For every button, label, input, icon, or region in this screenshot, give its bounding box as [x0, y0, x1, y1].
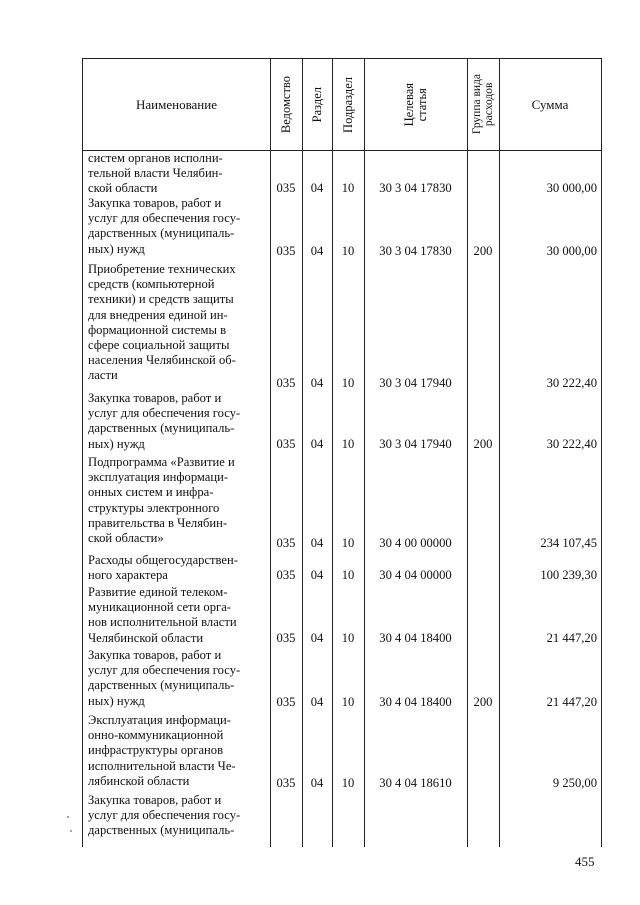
header-razdel: Раздел	[309, 86, 324, 123]
scan-speck	[67, 816, 69, 818]
row-vedomstvo: 035	[276, 437, 296, 451]
header-gruppa: Группа вида расходов	[471, 74, 495, 135]
row-name: Подпрограмма «Развитие и эксплуатация информаци- онных систем и инфра- структуры электронного правительства в Челябин- ской области»	[88, 455, 235, 546]
header-podrazdel: Подраздел	[340, 76, 355, 133]
row-razdel: 04	[310, 376, 324, 390]
row-razdel: 04	[310, 536, 324, 550]
row-summa: 30 222,40	[546, 437, 597, 451]
row-name: Закупка товаров, работ и услуг для обеспечения госу- дарственных (муниципаль-	[88, 793, 241, 838]
row-vedomstvo: 035	[276, 376, 296, 390]
row-name: Закупка товаров, работ и услуг для обеспечения госу- дарственных (муниципаль- ных) нужд	[88, 391, 241, 451]
row-vedomstvo: 035	[276, 244, 296, 258]
row-statya: 30 4 00 00000	[379, 536, 452, 550]
row-summa: 21 447,20	[546, 631, 597, 645]
row-name: систем органов исполни- тельной власти Челябин- ской области	[88, 151, 223, 196]
row-name: Приобретение технических средств (компьютерной техники) и средств защиты для внедрения единой ин- формационной системы в сфере социальной защиты населения Челябинской об- ласти	[88, 262, 236, 383]
row-name: Расходы общегосударствен- ного характера	[88, 553, 238, 583]
header-summa: Сумма	[531, 96, 569, 112]
row-vedomstvo: 035	[276, 631, 296, 645]
header-razdel-cell	[302, 59, 332, 150]
row-vedomstvo: 035	[276, 776, 296, 790]
row-summa: 9 250,00	[552, 776, 597, 790]
row-razdel: 04	[310, 437, 324, 451]
row-vedomstvo: 035	[276, 536, 296, 550]
row-razdel: 04	[310, 568, 324, 582]
row-podrazdel: 10	[341, 568, 355, 582]
row-gruppa: 200	[473, 695, 493, 709]
row-statya: 30 3 04 17830	[379, 181, 452, 195]
row-statya: 30 4 04 18400	[379, 695, 452, 709]
column-divider	[332, 59, 333, 847]
row-vedomstvo: 035	[276, 568, 296, 582]
row-name: Закупка товаров, работ и услуг для обеспечения госу- дарственных (муниципаль- ных) нужд	[88, 196, 241, 256]
row-name: Эксплуатация информаци- онно-коммуникационной инфраструктуры органов исполнительной власти Че- лябинской области	[88, 713, 236, 788]
header-vedomstvo-cell	[270, 59, 302, 150]
row-summa: 30 222,40	[546, 376, 597, 390]
row-razdel: 04	[310, 181, 324, 195]
row-summa: 21 447,20	[546, 695, 597, 709]
header-podrazdel-cell	[332, 59, 364, 150]
page-number: 455	[575, 854, 595, 869]
column-divider	[499, 59, 500, 847]
column-divider	[467, 59, 468, 847]
header-celevaya-cell	[364, 59, 467, 150]
scan-speck	[70, 830, 72, 832]
row-podrazdel: 10	[341, 437, 355, 451]
row-podrazdel: 10	[341, 244, 355, 258]
row-statya: 30 4 04 18610	[379, 776, 452, 790]
row-podrazdel: 10	[341, 695, 355, 709]
row-vedomstvo: 035	[276, 695, 296, 709]
row-razdel: 04	[310, 244, 324, 258]
row-gruppa: 200	[473, 437, 493, 451]
column-divider	[270, 59, 271, 847]
row-statya: 30 3 04 17940	[379, 376, 452, 390]
header-vedomstvo: Ведомство	[278, 75, 293, 134]
header-celevaya: Целевая статья	[401, 82, 429, 127]
row-statya: 30 3 04 17830	[379, 244, 452, 258]
row-name: Развитие единой телеком- муникационной сети орга- нов исполнительной власти Челябинской области	[88, 585, 237, 645]
row-statya: 30 3 04 17940	[379, 437, 452, 451]
row-gruppa: 200	[473, 244, 493, 258]
row-razdel: 04	[310, 631, 324, 645]
header-name: Наименование	[136, 96, 217, 112]
row-summa: 30 000,00	[546, 244, 597, 258]
header-gruppa-cell	[467, 59, 499, 150]
row-vedomstvo: 035	[276, 181, 296, 195]
row-summa: 100 239,30	[540, 568, 597, 582]
row-statya: 30 4 04 18400	[379, 631, 452, 645]
column-divider	[302, 59, 303, 847]
row-summa: 234 107,45	[540, 536, 597, 550]
row-statya: 30 4 04 00000	[379, 568, 452, 582]
row-podrazdel: 10	[341, 181, 355, 195]
row-podrazdel: 10	[341, 376, 355, 390]
budget-table	[82, 58, 602, 847]
row-podrazdel: 10	[341, 631, 355, 645]
row-name: Закупка товаров, работ и услуг для обеспечения госу- дарственных (муниципаль- ных) нужд	[88, 648, 241, 708]
column-divider	[364, 59, 365, 847]
row-razdel: 04	[310, 776, 324, 790]
row-razdel: 04	[310, 695, 324, 709]
row-summa: 30 000,00	[546, 181, 597, 195]
row-podrazdel: 10	[341, 536, 355, 550]
row-podrazdel: 10	[341, 776, 355, 790]
